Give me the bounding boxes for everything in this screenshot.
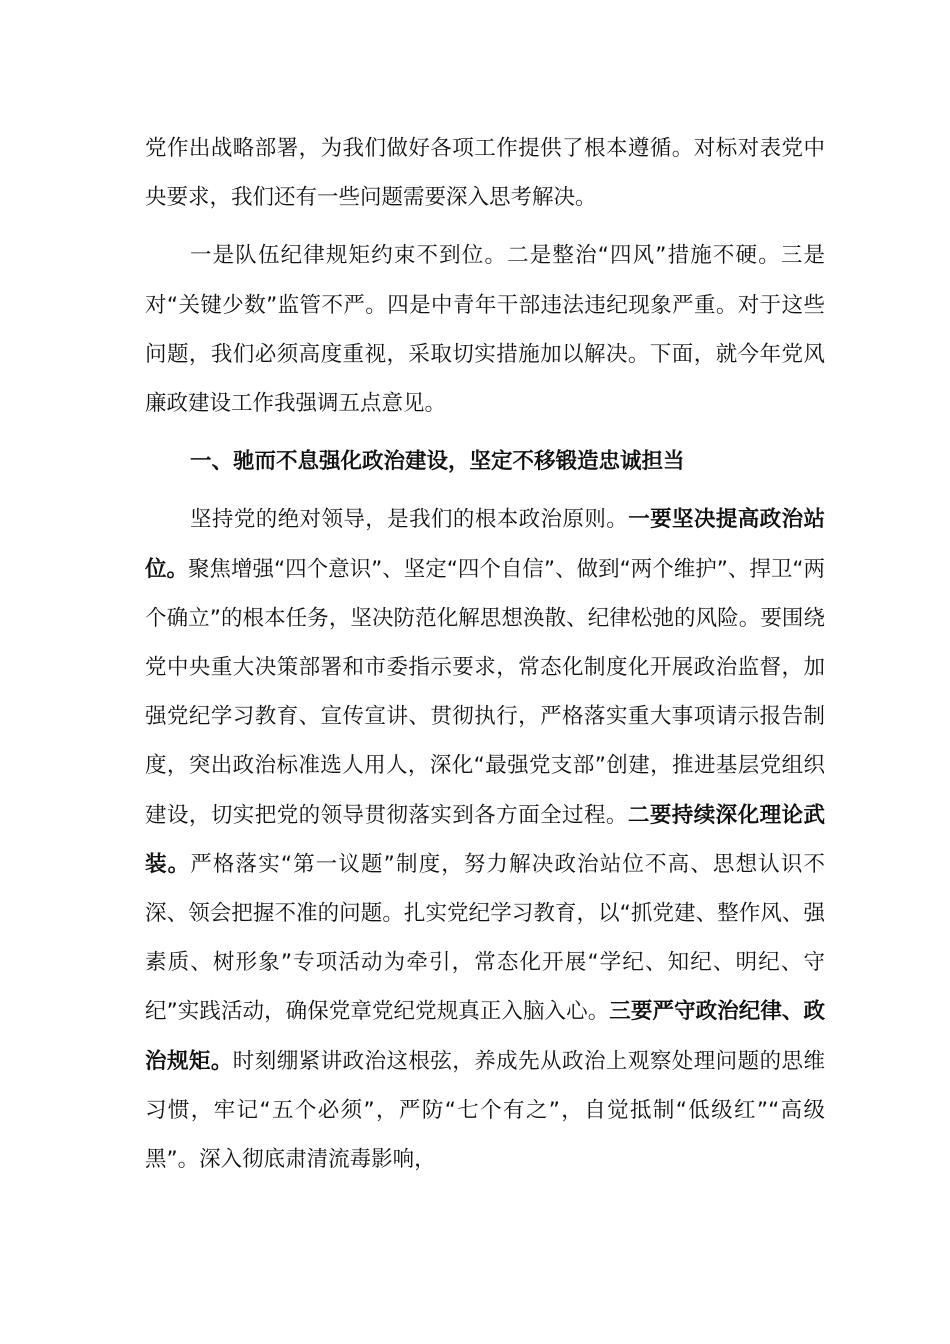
text-run: 时刻绷紧讲政治这根弦，养成先从政治上观察处理问题的思维习惯，牢记“五个必须”，严防“七个有之”，自觉抵制“低级红”“高级黑”。深入彻底肃清流毒影响， (145, 1048, 825, 1173)
bold-point-1: 一要坚决提高政治站位。 (145, 507, 825, 582)
text-run: 聚焦增强“四个意识”、坚定“四个自信”、做到“两个维护”、捍卫“两个确立”的根本任务，坚决防范化解思想涣散、纪律松弛的风险。要围绕党中央重大决策部署和市委指示要求，常态化制度化开展政治监督，加强党纪学习教育、宣传宣讲、贯彻执行，严格落实重大事项请示报告制度，突出政治标准选人用人，深化“最强党支部”创建，推进基层党组织建设，切实把党的领导贯彻落实到各方面全过程。 (145, 556, 825, 828)
bold-point-3: 三要严守政治纪律、政治规矩。 (145, 999, 825, 1074)
section-heading: 一、驰而不息强化政治建设，坚定不移锻造忠诚担当 (190, 449, 685, 475)
text-run: 严格落实“第一议题”制度，努力解决政治站位不高、思想认识不深、领会把握不准的问题。扎实党纪学习教育，以“抓党建、整作风、强素质、树形象”专项活动为牵引，常态化开展“学纪、知纪、明纪、守纪”实践活动，确保党章党纪党规真正入脑入心。 (145, 851, 825, 1025)
text-run: 坚持党的绝对领导，是我们的根本政治原则。 (190, 507, 629, 533)
bold-point-2: 二要持续深化理论武装。 (145, 802, 825, 877)
paragraph-continuation: 党作出战略部署，为我们做好各项工作提供了根本遵循。对标对表党中央要求，我们还有一些问题需要深入思考解决。 (145, 136, 825, 211)
document-body (145, 124, 825, 1184)
paragraph-political-building (145, 495, 825, 1184)
paragraph-problems: 一是队伍纪律规矩约束不到位。二是整治“四风”措施不硬。三是对“关键少数”监管不严。四是中青年干部违法违纪现象严重。对于这些问题，我们必须高度重视，采取切实措施加以解决。下面，就今年党风廉政建设工作我强调五点意见。 (145, 243, 825, 417)
